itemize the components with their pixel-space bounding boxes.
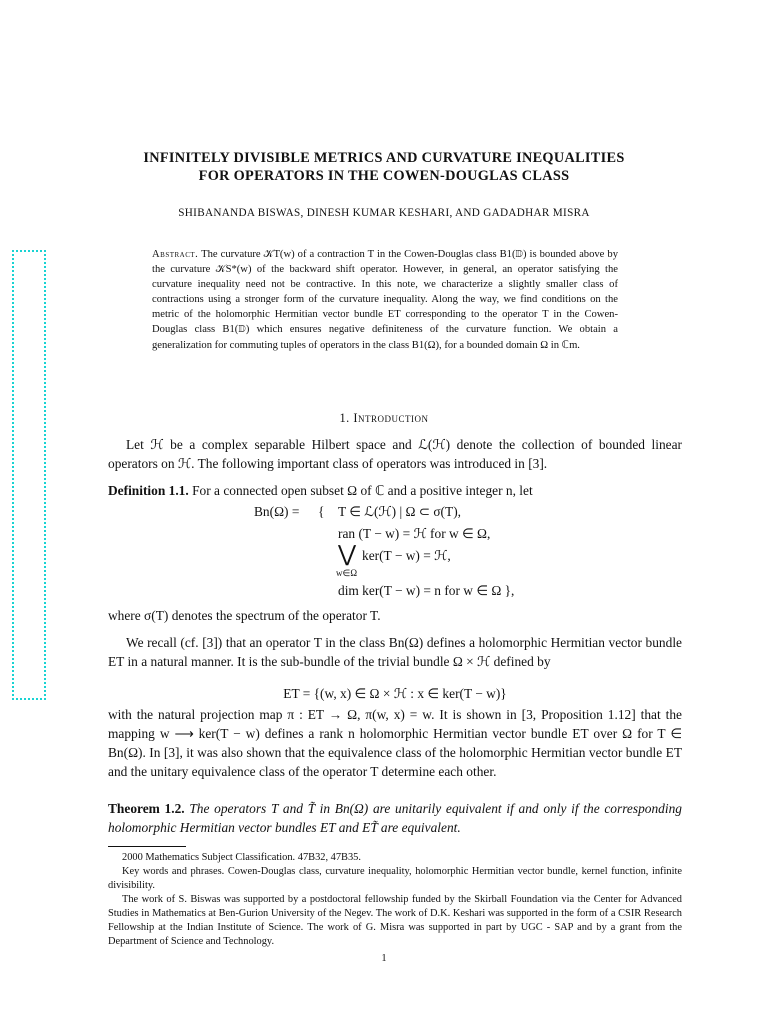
footnote-rule — [108, 846, 186, 847]
abstract — [152, 247, 618, 353]
theorem-text: The operators T and T̃ in Bn(Ω) are unitarily equivalent if and only if the corresponding holomorphic Hermitian vector bundles ET and ET̃ are equivalent. — [108, 801, 682, 835]
footnote-msc — [108, 851, 682, 865]
definition-text: For a connected open subset Ω of ℂ and a positive integer n, let — [192, 483, 533, 498]
title-line-1: INFINITELY DIVISIBLE METRICS AND CURVATURE INEQUALITIES — [143, 150, 625, 166]
footnote-keywords — [108, 865, 682, 893]
equation-brace: { — [318, 504, 325, 519]
bundle-equation: ET = {(w, x) ∈ Ω × ℋ : x ∈ ker(T − w)} — [283, 686, 507, 701]
footnote-keywords-text: Key words and phrases. Cowen-Douglas class, curvature inequality, holomorphic Hermitian vector bundle, kernel function, infinite divisibility. — [108, 866, 682, 891]
recall-paragraph — [108, 633, 682, 671]
title-line-2: FOR OPERATORS IN THE COWEN-DOUGLAS CLASS — [198, 168, 570, 184]
abstract-label: Abstract. — [152, 249, 199, 260]
recall-text: We recall (cf. [3]) that an operator T in the class Bn(Ω) defines a holomorphic Hermitian vector bundle ET in a natural manner. It is the sub-bundle of the trivial bundle Ω × ℋ defined by — [108, 635, 682, 669]
definition-label: Definition 1.1. — [108, 483, 189, 498]
equation-row-4: dim ker(T − w) = n for w ∈ Ω }, — [338, 583, 515, 598]
definition-block — [108, 481, 682, 500]
intro-text: Let ℋ be a complex separable Hilbert space and ℒ(ℋ) denote the collection of bounded linear operators on ℋ. The following important class of operators was introduced in [3]. — [108, 437, 682, 471]
where-text: where σ(T) denotes the spectrum of the operator T. — [108, 608, 381, 623]
equation-row-2: ran (T − w) = ℋ for w ∈ Ω, — [338, 526, 491, 541]
footnote-funding-text: The work of S. Biswas was supported by a postdoctoral fellowship funded by the Skirball Foundation via the Center for Advanced Studies in Mathematics at Ben-Gurion University of the Negev. The work of D.K. Keshari was supported in the form of a CSIR Research Fellowship at the Indian Institute of Science. The work of G. Misra was supported in part by UGC - SAP and by a grant from the Department of Science and Technology. — [108, 894, 682, 947]
section-heading: 1. Introduction — [339, 411, 429, 425]
abstract-text: The curvature 𝒦T(w) of a contraction T in the Cowen-Douglas class B1(𝔻) is bounded above by the curvature 𝒦S*(w) of the backward shift operator. However, in general, an operator satisfying the curvature inequality need not be contractive. In this note, we characterize a slightly smaller class of contractions using a stronger form of the curvature inequality. Along the way, we find conditions on the metric of the holomorphic Hermitian vector bundle ET corresponding to the operator T in the Cowen-Douglas class B1(𝔻) which ensures negative definiteness of the curvature function. We obtain a generalization for commuting tuples of operators in the class B1(Ω), for a bounded domain Ω in ℂm. — [152, 249, 618, 351]
theorem-label: Theorem 1.2. — [108, 801, 185, 816]
arxiv-stamp-box — [12, 250, 46, 700]
footnote-funding — [108, 893, 682, 949]
footnote-msc-text: 2000 Mathematics Subject Classification. 47B32, 47B35. — [122, 852, 361, 863]
equation-row-3: ker(T − w) = ℋ, — [362, 548, 451, 563]
intro-paragraph — [108, 435, 682, 473]
theorem-block — [108, 799, 682, 837]
authors: SHIBANANDA BISWAS, DINESH KUMAR KESHARI, AND GADADHAR MISRA — [178, 207, 590, 219]
equation-vee-subscript: w∈Ω — [336, 568, 358, 578]
equation-row-1: T ∈ ℒ(ℋ) | Ω ⊂ σ(T), — [338, 504, 462, 519]
paper-title — [80, 149, 688, 185]
projection-paragraph: with the natural projection map π : ET → Ω, π(w, x) = w. It is shown in [3, Proposition 1.12] that the mapping w ⟶ ker(T − w) defines a rank n holomorphic Hermitian vector bundle ET over Ω for T ∈ Bn(Ω). In [3], it was also shown that the equivalence class of the holomorphic Hermitian vector bundle ET and the unitary equivalence class of the operator T determine each other. — [108, 707, 682, 779]
page-number: 1 — [381, 953, 387, 964]
equation-vee: ⋁ — [338, 541, 357, 566]
equation-lhs: Bn(Ω) = — [254, 504, 300, 519]
